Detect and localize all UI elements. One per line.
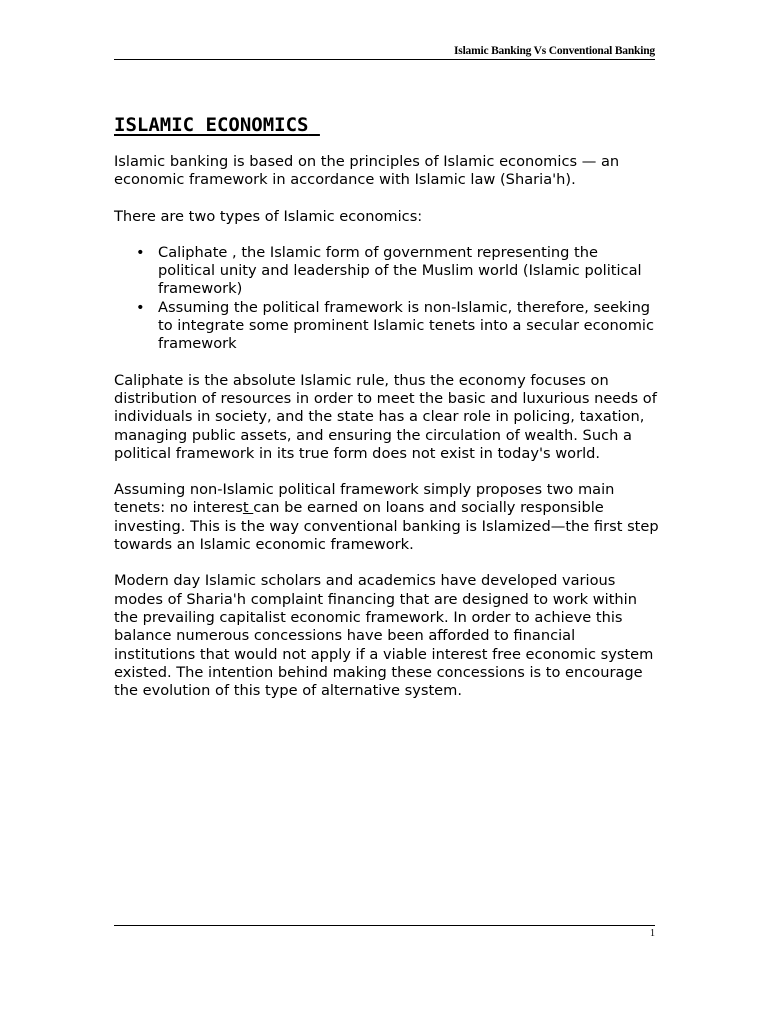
types-lead-paragraph: There are two types of Islamic economics: — [114, 207, 423, 225]
intro-paragraph: Islamic banking is based on the principles of Islamic economics — an economic framework in accordance with Islamic law (Sharia'h). — [114, 153, 620, 189]
types-bullet-list — [114, 244, 659, 354]
bullet-marker: • — [136, 298, 145, 316]
section-heading — [114, 114, 659, 136]
footer-rule — [114, 925, 655, 926]
list-item — [114, 244, 659, 299]
caliphate-paragraph: Caliphate is the absolute Islamic rule, thus the economy focuses on distribution of resources in order to meet the basic and luxurious needs of individuals in society, and the state has a clear role in policing, taxation, managing public assets, and ensuring the circulation of wealth. Such a political framework in its true form does not exist in today's world. — [114, 371, 657, 462]
heading-underline-trail — [308, 114, 319, 136]
non-islamic-text-start: Assuming non-Islamic political framework simply proposes two main tenets: no interes — [114, 481, 615, 517]
list-item-text: Caliphate , the Islamic form of government representing the political unity and leadership of the Muslim world (Islamic political framework) — [158, 243, 642, 298]
list-item-text: Assuming the political framework is non-Islamic, therefore, seeking to integrate some prominent Islamic tenets into a secular economic framework — [158, 298, 654, 353]
underlined-fragment: t — [242, 499, 254, 517]
page-content — [114, 114, 659, 718]
header-rule — [114, 59, 655, 60]
section-heading-text: ISLAMIC ECONOMICS — [114, 114, 309, 136]
non-islamic-paragraph — [114, 481, 659, 554]
bullet-marker: • — [136, 243, 145, 261]
list-item — [114, 299, 659, 354]
non-islamic-text-end: can be earned on loans and socially responsible investing. This is the way conventional banking is Islamized—the first step towards an Islamic economic framework. — [114, 499, 659, 554]
running-header: Islamic Banking Vs Conventional Banking — [454, 45, 655, 57]
page-number: 1 — [650, 928, 655, 939]
modern-scholars-paragraph: Modern day Islamic scholars and academics have developed various modes of Sharia'h complaint financing that are designed to work within the prevailing capitalist economic framework. In order to achieve this balance numerous concessions have been afforded to financial institutions that would not apply if a viable interest free economic system existed. The intention behind making these concessions is to encourage the evolution of this type of alternative system. — [114, 572, 654, 700]
